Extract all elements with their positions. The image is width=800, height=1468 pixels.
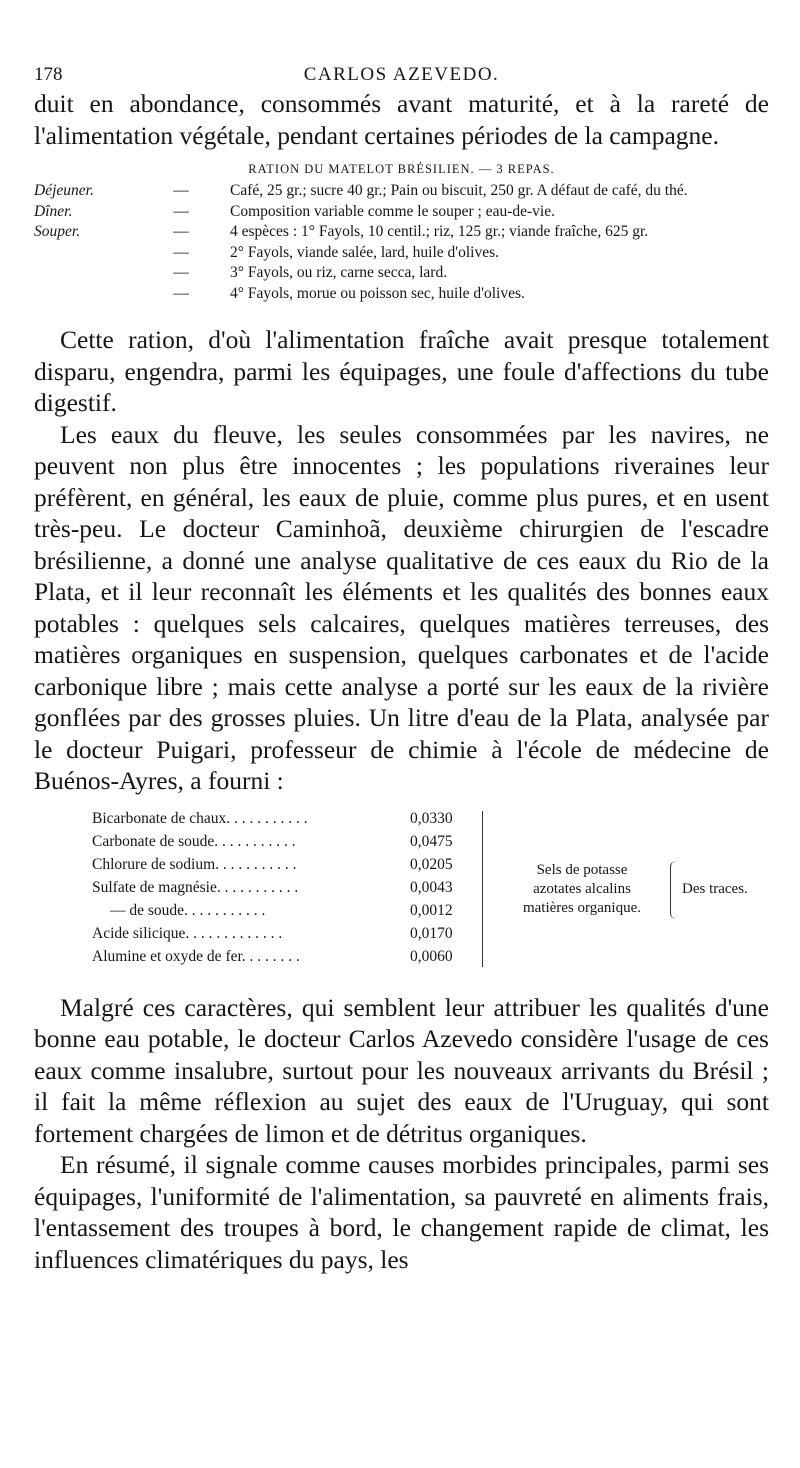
values-brace [474,811,483,967]
book-page [34,58,769,1275]
analysis-row [92,809,512,829]
water-analysis-table [34,809,769,980]
ration-row [34,284,769,305]
analysis-row [92,924,512,944]
ration-label: Déjeuner. [34,182,94,199]
analysis-row [92,855,512,875]
ration-text: 3° Fayols, ou riz, carne secca, lard. [230,264,448,281]
ration-dash: — [173,223,189,240]
analysis-substance: — de soude. . . . . . . . . . . [110,901,266,919]
analysis-substance: Bicarbonate de chaux. . . . . . . . . . . [92,809,308,827]
paragraph-continued: duit en abondance, consommés avant maturité, et à la rareté de l'alimentation végétale, pendant certaines périodes de la campagne. [34,89,769,150]
ration-label [34,284,132,305]
ration-row [34,243,769,264]
ration-dash: — [173,264,189,281]
analysis-substance: Chlorure de sodium. . . . . . . . . . . [92,855,297,873]
traces-item: azotates alcalins [533,880,631,897]
traces-item: matières organique. [522,899,641,916]
traces-list [502,861,662,918]
analysis-value: 0,0205 [410,855,453,873]
analysis-substance: Carbonate de soude. . . . . . . . . . . [92,832,296,850]
ration-label [34,243,132,264]
analysis-value: 0,0043 [410,878,453,896]
ration-row [34,202,769,223]
analysis-substance: Acide silicique. . . . . . . . . . . . . [92,924,283,942]
ration-table [34,157,769,304]
ration-text: Café, 25 gr.; sucre 40 gr.; Pain ou biscuit, 250 gr. A défaut de café, du thé. [230,182,688,199]
analysis-value: 0,0330 [410,809,453,827]
ration-row [34,263,769,284]
analysis-value: 0,0170 [410,924,453,942]
ration-dash: — [173,243,189,261]
traces-result: Des traces. [682,880,748,897]
traces-brace [670,861,677,919]
analysis-row [92,832,512,852]
ration-title: RATION DU MATELOT BRÉSILIEN. — 3 REPAS. [248,162,555,176]
page-number: 178 [34,64,63,85]
analysis-row [92,901,512,921]
ration-text: 4 espèces : 1° Fayols, 10 centil.; riz, 125 gr.; viande fraîche, 625 gr. [230,223,649,240]
ration-dash: — [173,202,189,220]
analysis-value: 0,0012 [410,901,453,919]
paragraph-ration-effects: Cette ration, d'où l'alimentation fraîche avait presque totalement disparu, engendra, parmi les équipages, une foule d'affections du tube digestif. [34,325,769,417]
analysis-value: 0,0060 [410,947,453,965]
analysis-row [92,878,512,898]
ration-dash: — [173,182,189,199]
analysis-substance: Alumine et oxyde de fer. . . . . . . . [92,947,300,965]
analysis-row [92,947,512,967]
paragraph-insalubrity: Malgré ces caractères, qui semblent leur attribuer les qualités d'une bonne eau potable, le docteur Carlos Azevedo considère l'usage de ces eaux comme insalubre, surtout pour les nouveaux arrivants du Brésil ; il fait la même réflexion au sujet des eaux de l'Uruguay, qui sont fortement chargées de limon et de détritus organiques. [34,992,769,1148]
ration-row [34,222,769,243]
ration-label [34,263,132,284]
running-header [34,58,769,88]
ration-dash: — [173,284,189,302]
ration-text: 2° Fayols, viande salée, lard, huile d'olives. [230,243,499,261]
paragraph-summary: En résumé, il signale comme causes morbides principales, parmi ses équipages, l'uniformité de l'alimentation, sa pauvreté en aliments frais, l'entassement des troupes à bord, le changement rapide de climat, les influences climatériques du pays, les [34,1150,769,1274]
paragraph-river-waters: Les eaux du fleuve, les seules consommées par les navires, ne peuvent non plus être innocentes ; les populations riveraines leur préfèrent, en général, les eaux de pluie, comme plus pures, et en usent très-peu. Le docteur Caminhoã, deuxième chirurgien de l'escadre brésilienne, a donné une analyse qualitative de ces eaux du Rio de la Plata, et il leur reconnaît les éléments et les qualités des bonnes eaux potables : quelques sels calcaires, quelques matières terreuses, des matières organiques en suspension, quelques carbonates et de l'acide carbonique libre ; mais cette analyse a porté sur les eaux de la rivière gonflées par des grosses pluies. Un litre d'eau de la Plata, analysée par le docteur Puigari, professeur de chimie à l'école de médecine de Buénos-Ayres, a fourni : [34,419,769,795]
ration-text: 4° Fayols, morue ou poisson sec, huile d'olives. [230,284,525,302]
running-title: CARLOS AZEVEDO. [303,64,500,85]
ration-row [34,181,769,202]
analysis-substance: Sulfate de magnésie. . . . . . . . . . . [92,878,299,896]
ration-label: Souper. [34,223,81,240]
analysis-value: 0,0475 [410,832,453,850]
traces-item: Sels de potasse [536,861,628,878]
ration-label: Dîner. [34,202,73,220]
ration-text: Composition variable comme le souper ; eau-de-vie. [230,202,555,220]
